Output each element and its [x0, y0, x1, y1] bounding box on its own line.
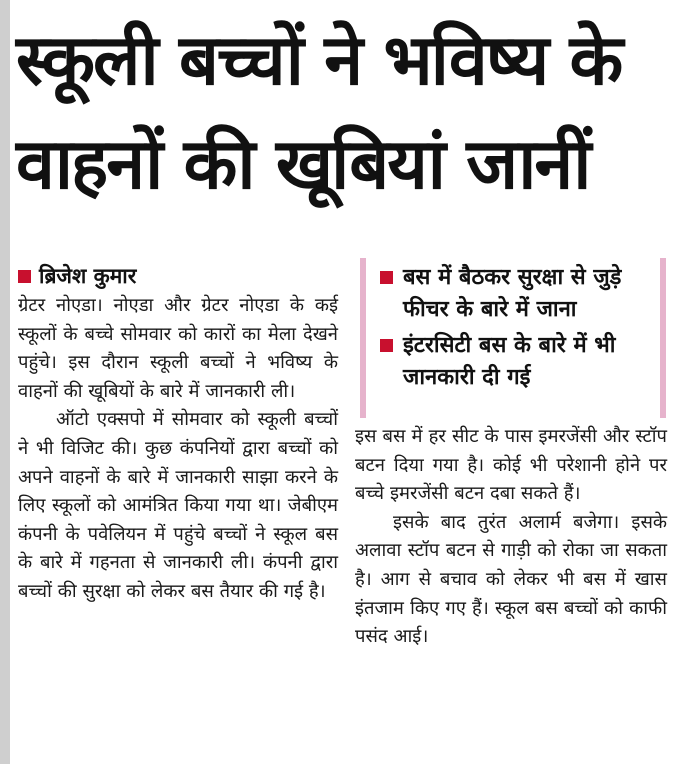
highlight-item — [380, 262, 650, 326]
highlight-item — [380, 330, 650, 394]
article-left-column — [18, 292, 338, 607]
bullet-square-icon — [380, 339, 393, 352]
bullet-square-icon — [18, 270, 31, 283]
byline — [18, 262, 136, 290]
article-right-column — [355, 423, 667, 652]
page-edge-rule — [0, 0, 10, 764]
bullet-square-icon — [380, 271, 393, 284]
highlights-box — [360, 258, 666, 418]
paragraph: इसके बाद तुरंत अलार्म बजेगा। इसके अलावा स्टॉप बटन से गाड़ी को रोका जा सकता है। आग से बचाव को लेकर भी बस में खास इंतजाम किए गए हैं। स्कूल बस बच्चों को काफी पसंद आई। — [355, 511, 667, 648]
highlight-text: इंटरसिटी बस के बारे में भी जानकारी दी गई — [403, 333, 616, 390]
headline: स्कूली बच्चों ने भविष्य के वाहनों की खूबियां जानीं — [16, 19, 622, 205]
highlight-text: बस में बैठकर सुरक्षा से जुड़े फीचर के बारे में जाना — [403, 265, 622, 322]
author-name: ब्रिजेश कुमार — [39, 264, 137, 288]
paragraph: इस बस में हर सीट के पास इमरजेंसी और स्टॉप बटन दिया गया है। कोई भी परेशानी होने पर बच्चे इमरजेंसी बटन दबा सकते हैं। — [355, 426, 667, 505]
paragraph: ऑटो एक्सपो में सोमवार को स्कूली बच्चों ने भी विजिट की। कुछ कंपनियों द्वारा बच्चों को अपने वाहनों के बारे में जानकारी साझा करने के लिए स्कूलों को आमंत्रित किया गया था। जेबीएम कंपनी के पवेलियन में पहुंचे बच्चों ने स्कूल बस के बारे में गहनता से जानकारी ली। कंपनी द्वारा बच्चों की सुरक्षा को लेकर बस तैयार की गई है। — [18, 409, 338, 602]
paragraph: ग्रेटर नोएडा। नोएडा और ग्रेटर नोएडा के कई स्कूलों के बच्चे सोमवार को कारों का मेला देखने पहुंचे। इस दौरान स्कूली बच्चों ने भविष्य के वाहनों की खूबियों के बारे में जानकारी ली। — [18, 295, 338, 402]
